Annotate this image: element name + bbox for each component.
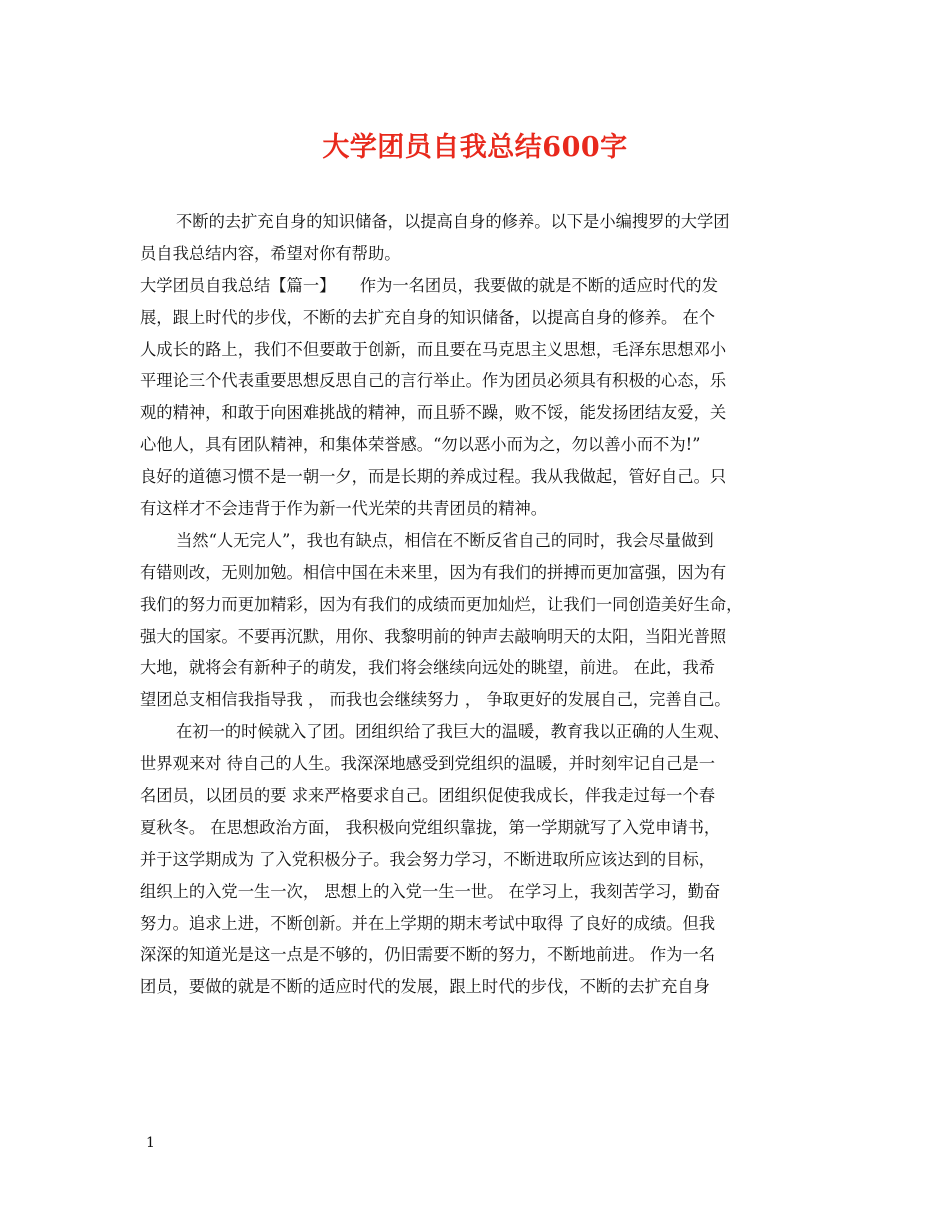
body-line: 有错则改，无则加勉。相信中国在未来里，因为有我们的拼搏而更加富强，因为有 [140, 562, 727, 582]
body-line: 有这样才不会违背于作为新一代光荣的共青团员的精神。 [140, 499, 548, 519]
body-line: 深深的知道光是这一点是不够的，仍旧需要不断的努力，不断地前进。 作为一名 [140, 945, 716, 965]
body-line: 望团总支相信我指导我 ， 而我也会继续努力 ， 争取更好的发展自己，完善自己。 [140, 690, 731, 710]
body-line: 良好的道德习惯不是一朝一夕，而是长期的养成过程。我从我做起，管好自己。只 [140, 467, 727, 487]
body-line: 观的精神，和敢于向困难挑战的精神，而且骄不躁，败不馁，能发扬团结友爱，关 [140, 403, 727, 423]
body-line: 当然“人无完人”，我也有缺点，相信在不断反省自己的同时，我会尽量做到 [176, 530, 714, 550]
body-line: 夏秋冬。 在思想政治方面， 我积极向党组织靠拢，第一学期就写了入党申请书， [140, 817, 721, 837]
body-line: 大学团员自我总结【篇一】 作为一名团员，我要做的就是不断的适应时代的发 [140, 275, 718, 295]
body-line: 心他人，具有团队精神，和集体荣誉感。“勿以恶小而为之，勿以善小而不为!” [140, 435, 701, 455]
body-line: 在初一的时候就入了团。团组织给了我巨大的温暖，教育我以正确的人生观、 [176, 722, 730, 742]
body-line: 不断的去扩充自身的知识储备，以提高自身的修养。以下是小编搜罗的大学团 [176, 212, 730, 231]
body-line: 世界观来对 待自己的人生。我深深地感受到党组织的温暖，并时刻牢记自己是一 [140, 754, 716, 774]
body-line: 大地，就将会有新种子的萌发，我们将会继续向远处的眺望，前进。 在此，我希 [140, 658, 716, 678]
body-line: 人成长的路上，我们不但要敢于创新，而且要在马克思主义思想，毛泽东思想邓小 [140, 339, 727, 359]
page-number: 1 [146, 1135, 155, 1151]
body-line: 努力。追求上进，不断创新。并在上学期的期末考试中取得 了良好的成绩。但我 [140, 913, 716, 933]
body-line: 展，跟上时代的步伐，不断的去扩充自身的知识储备，以提高自身的修养。 在个 [140, 307, 716, 327]
body-line: 组织上的入党一生一次， 思想上的入党一生一世。 在学习上，我刻苦学习，勤奋 [140, 881, 721, 901]
body-line: 并于这学期成为 了入党积极分子。我会努力学习，不断进取所应该达到的目标， [140, 849, 716, 869]
document-body [140, 206, 820, 1003]
body-line: 强大的国家。不要再沉默，用你、我黎明前的钟声去敲响明天的太阳，当阳光普照 [140, 626, 727, 646]
body-line: 员自我总结内容，希望对你有帮助。 [140, 243, 401, 263]
body-line: 名团员，以团员的要 求来严格要求自己。团组织促使我成长，伴我走过每一个春 [140, 786, 716, 806]
body-line: 我们的努力而更加精彩，因为有我们的成绩而更加灿烂，让我们一同创造美好生命， [140, 594, 743, 614]
body-line: 平理论三个代表重要思想反思自己的言行举止。作为团员必须具有积极的心态，乐 [140, 371, 727, 391]
document-title: 大学团员自我总结600字 [322, 132, 628, 163]
body-line: 团员，要做的就是不断的适应时代的发展，跟上时代的步伐，不断的去扩充自身 [140, 977, 710, 997]
